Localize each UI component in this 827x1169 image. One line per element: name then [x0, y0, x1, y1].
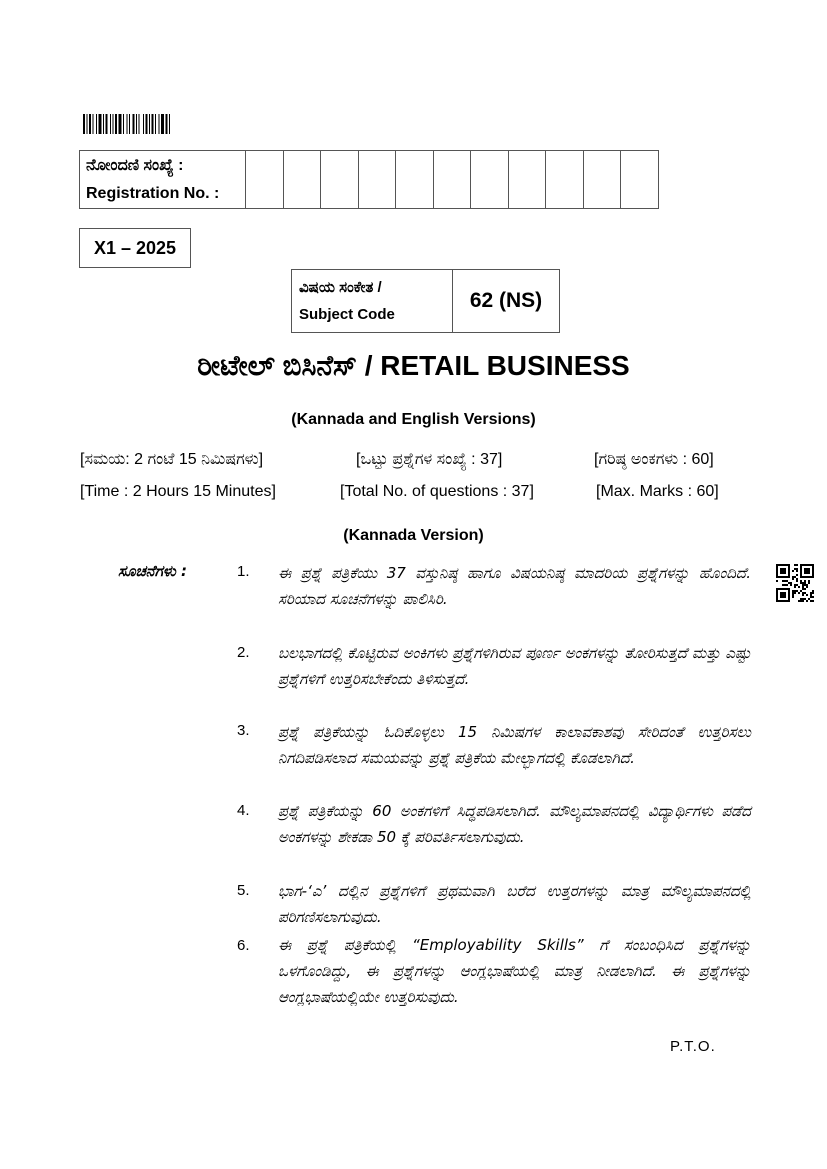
qr-code-icon [776, 564, 814, 602]
registration-table [79, 150, 659, 209]
registration-digit-box[interactable] [433, 151, 471, 209]
registration-digit-box[interactable] [396, 151, 434, 209]
time-english: [Time : 2 Hours 15 Minutes] [80, 483, 276, 500]
registration-digit-box[interactable] [321, 151, 359, 209]
instruction-number: 6. [237, 937, 250, 954]
max-marks-english: [Max. Marks : 60] [596, 483, 719, 500]
registration-digit-box[interactable] [621, 151, 659, 209]
registration-digit-box[interactable] [358, 151, 396, 209]
registration-label-cell [80, 151, 246, 209]
total-questions-kannada: [ಒಟ್ಟು ಪ್ರಶ್ನೆಗಳ ಸಂಖ್ಯೆ : 37] [356, 451, 503, 468]
registration-digit-box[interactable] [471, 151, 509, 209]
instruction-text: ಪ್ರಶ್ನೆ ಪತ್ರಿಕೆಯನ್ನು 60 ಅಂಕಗಳಿಗೆ ಸಿದ್ಧಪಡಿಸಲಾಗಿದೆ. ಮೌಲ್ಯಮಾಪನದಲ್ಲಿ ವಿದ್ಯಾರ್ಥಿಗಳು ಪಡೆದ ಅಂಕಗಳನ್ನು ಶೇಕಡಾ 50 ಕ್ಕೆ ಪರಿವರ್ತಿಸಲಾಗುವುದು. [278, 802, 751, 846]
instruction-number: 1. [237, 563, 250, 580]
subject-code-table [291, 269, 560, 333]
registration-digit-box[interactable] [283, 151, 321, 209]
instruction-number: 2. [237, 644, 250, 661]
instruction-text: ಬಲಭಾಗದಲ್ಲಿ ಕೊಟ್ಟಿರುವ ಅಂಕಿಗಳು ಪ್ರಶ್ನೆಗಳಿಗಿರುವ ಪೂರ್ಣ ಅಂಕಗಳನ್ನು ತೋರಿಸುತ್ತದೆ ಮತ್ತು ಎಷ್ಟು ಪ್ರಶ್ನೆಗಳಿಗೆ ಉತ್ತರಿಸಬೇಕೆಂದು ತಿಳಿಸುತ್ತದೆ. [278, 644, 751, 688]
registration-label-english: Registration No. : [86, 184, 220, 202]
page-title: ರೀಟೇಲ್ ಬಿಸಿನೆಸ್ / RETAIL BUSINESS [197, 350, 630, 381]
registration-digit-box[interactable] [508, 151, 546, 209]
time-kannada: [ಸಮಯ: 2 ಗಂಟೆ 15 ನಿಮಿಷಗಳು] [80, 451, 264, 468]
subject-code-value: 62 (NS) [453, 270, 560, 333]
max-marks-kannada: [ಗರಿಷ್ಠ ಅಂಕಗಳು : 60] [594, 451, 714, 468]
total-questions-english: [Total No. of questions : 37] [340, 483, 534, 500]
instructions-label: ಸೂಚನೆಗಳು : [118, 562, 187, 580]
kannada-version-heading: (Kannada Version) [343, 527, 484, 544]
instruction-text: ಈ ಪ್ರಶ್ನೆ ಪತ್ರಿಕೆಯಲ್ಲಿ “Employability Skills” ಗೆ ಸಂಬಂಧಿಸಿದ ಪ್ರಶ್ನೆಗಳನ್ನು ಒಳಗೊಂಡಿದ್ದು, ಈ ಪ್ರಶ್ನೆಗಳನ್ನು ಆಂಗ್ಲಭಾಷೆಯಲ್ಲಿ ಮಾತ್ರ ನೀಡಲಾಗಿದೆ. ಈ ಪ್ರಶ್ನೆಗಳನ್ನು ಆಂಗ್ಲಭಾಷೆಯಲ್ಲಿಯೇ ಉತ್ತರಿಸುವುದು. [278, 936, 751, 1006]
registration-digit-box[interactable] [246, 151, 284, 209]
subject-label-cell [292, 270, 453, 333]
pto-label: P.T.O. [670, 1038, 716, 1055]
instruction-text: ಭಾಗ-‘ಎ’ ದಲ್ಲಿನ ಪ್ರಶ್ನೆಗಳಿಗೆ ಪ್ರಥಮವಾಗಿ ಬರೆದ ಉತ್ತರಗಳನ್ನು ಮಾತ್ರ ಮೌಲ್ಯಮಾಪನದಲ್ಲಿ ಪರಿಗಣಿಸಲಾಗುವುದು. [278, 882, 751, 926]
subject-label-english: Subject Code [299, 306, 395, 323]
instruction-text: ಪ್ರಶ್ನೆ ಪತ್ರಿಕೆಯನ್ನು ಓದಿಕೊಳ್ಳಲು 15 ನಿಮಿಷಗಳ ಕಾಲಾವಕಾಶವು ಸೇರಿದಂತೆ ಉತ್ತರಿಸಲು ನಿಗದಿಪಡಿಸಲಾದ ಸಮಯವನ್ನು ಪ್ರಶ್ನೆ ಪತ್ರಿಕೆಯ ಮೇಲ್ಭಾಗದಲ್ಲಿ ಕೊಡಲಾಗಿದೆ. [278, 723, 751, 767]
instruction-text: ಈ ಪ್ರಶ್ನೆ ಪತ್ರಿಕೆಯು 37 ವಸ್ತುನಿಷ್ಠ ಹಾಗೂ ವಿಷಯನಿಷ್ಠ ಮಾದರಿಯ ಪ್ರಶ್ನೆಗಳನ್ನು ಹೊಂದಿದೆ. ಸರಿಯಾದ ಸೂಚನೆಗಳನ್ನು ಪಾಲಿಸಿರಿ. [278, 564, 751, 608]
barcode-image [83, 114, 217, 134]
registration-digit-box[interactable] [583, 151, 621, 209]
paper-code-box: X1 – 2025 [79, 228, 191, 268]
versions-subtitle: (Kannada and English Versions) [291, 411, 536, 428]
registration-digit-box[interactable] [546, 151, 584, 209]
instruction-number: 5. [237, 882, 250, 899]
instruction-number: 4. [237, 802, 250, 819]
subject-label-kannada: ವಿಷಯ ಸಂಕೇತ / [299, 279, 382, 296]
registration-label-kannada: ನೋಂದಣಿ ಸಂಖ್ಯೆ : [86, 156, 184, 174]
instruction-number: 3. [237, 722, 250, 739]
